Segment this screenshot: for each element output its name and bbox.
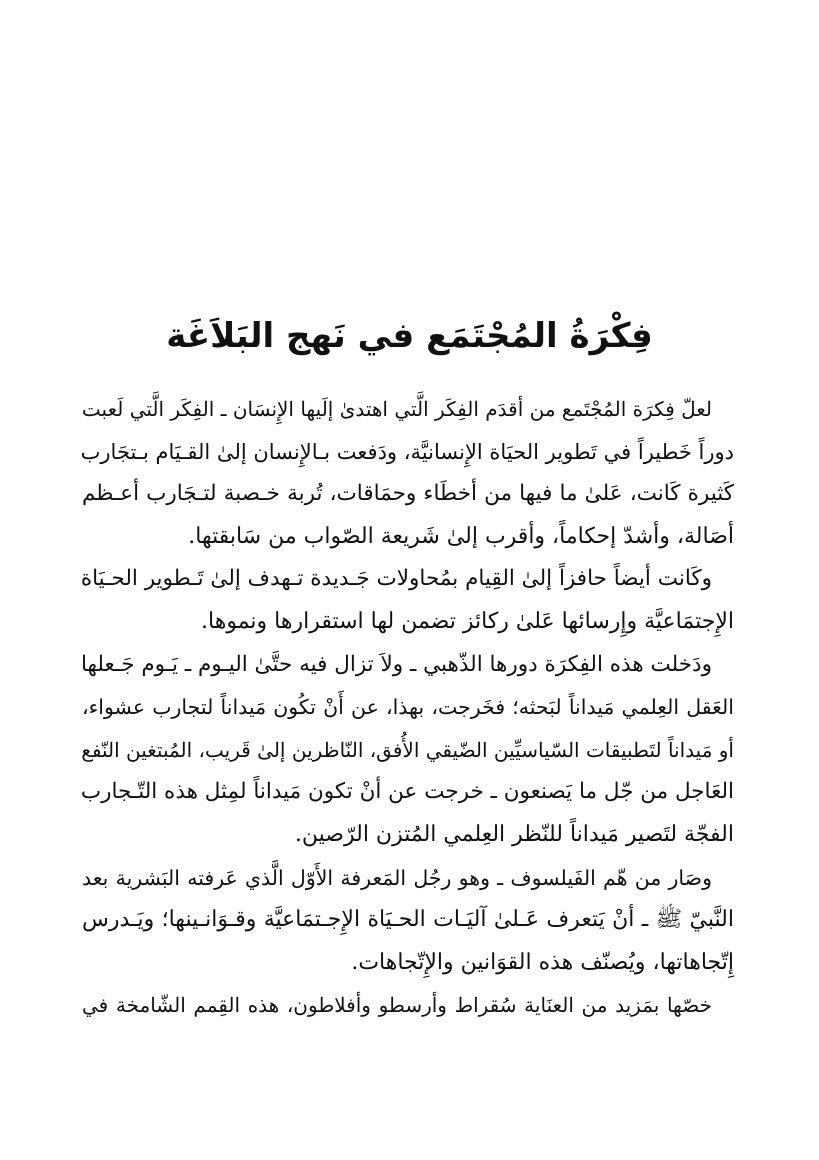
body-text [82,388,734,1027]
text-line: العَاجل من جّل ما يَصنعون ـ خرجت عن أنْ تكون مَيداناً لمِثل هذه التّـجارب [80,779,734,805]
text-line: الإِجتمَاعيَّة وإِرسائها عَلىٰ ركائز تضمن لها استقرارها ونموها. [201,608,734,634]
text-line: الفجّة لتَصير مَيداناً للنّظر العِلمي المُتزن الرّصين. [294,821,734,847]
text-line: لعلّ فِكرَة المُجْتَمع من أقدَم الفِكَر الَّتي اهتدىٰ إلَيها الإِنسَان ـ الفِكَر الَّتي لَعبت [81,397,712,421]
text-line: النَّبيّ ﷺ ـ أنْ يَتعرف عَـلىٰ آليَـات الحـيَاة الإِجـتمَاعيَّة وقـوَانـينها؛ ويَـدرس [82,907,734,933]
text-line: كَثيرة كَانت، عَلىٰ ما فيها من أخطَاء وحمَاقات، تُربة خـصبة لتـجَارب أعـظم [82,481,734,507]
text-line: خصّها بمَزيد من العنَاية سُقراط وأرسطو وأفلاطون، هذه القِمم الشّامخة في [82,993,712,1018]
text-line: العَقل العِلمي مَيداناً لبَحثه؛ فخَرجت، بهذا، عن أَنْ تكُون مَيداناً لتجارب عشواء، [82,695,734,720]
text-line: وصَار من هّم الفَيلسوف ـ وهو رجُل المَعرفة الأَوّل الَّذي عَرفته البَشرية بعد [82,865,712,890]
text-line: إِتّجاهاتها، ويُصنّف هذه القوَانين والإِتّجاهات. [351,949,734,975]
chapter-title: فِكْرَةُ المُجْتَمَع في نَهج البَلاَغَة [166,316,653,356]
text-line: أو مَيداناً لتَطبيقات السّياسيِّين الضّيقي الأُفق، النّاظرين إلىٰ قَريب، المُبتغين النّفع [81,737,734,762]
text-line: دوراً خَطيراً في تَطوير الحيَاة الإِنسانيَّة، ودَفعت بـالإِنسان إلىٰ القـيَام بـتجَارب [80,439,734,464]
text-line: ودَخلت هذه الفِكرَة دورها الذّهبي ـ ولاَ تزال فيه حتَّىٰ اليـوم ـ يَـوم جَـعلها [80,651,712,677]
text-line: وكَانت أيضاً حافزاً إلىٰ القِيام بمُحاولات جَـديدة تـهدف إلىٰ تَـطوير الحـيَاة [80,566,712,592]
text-line: أصَالة، وأشدّ إحكاماً، وأقرب إلىٰ شَريعة الصّواب من سَابقتها. [188,523,734,549]
